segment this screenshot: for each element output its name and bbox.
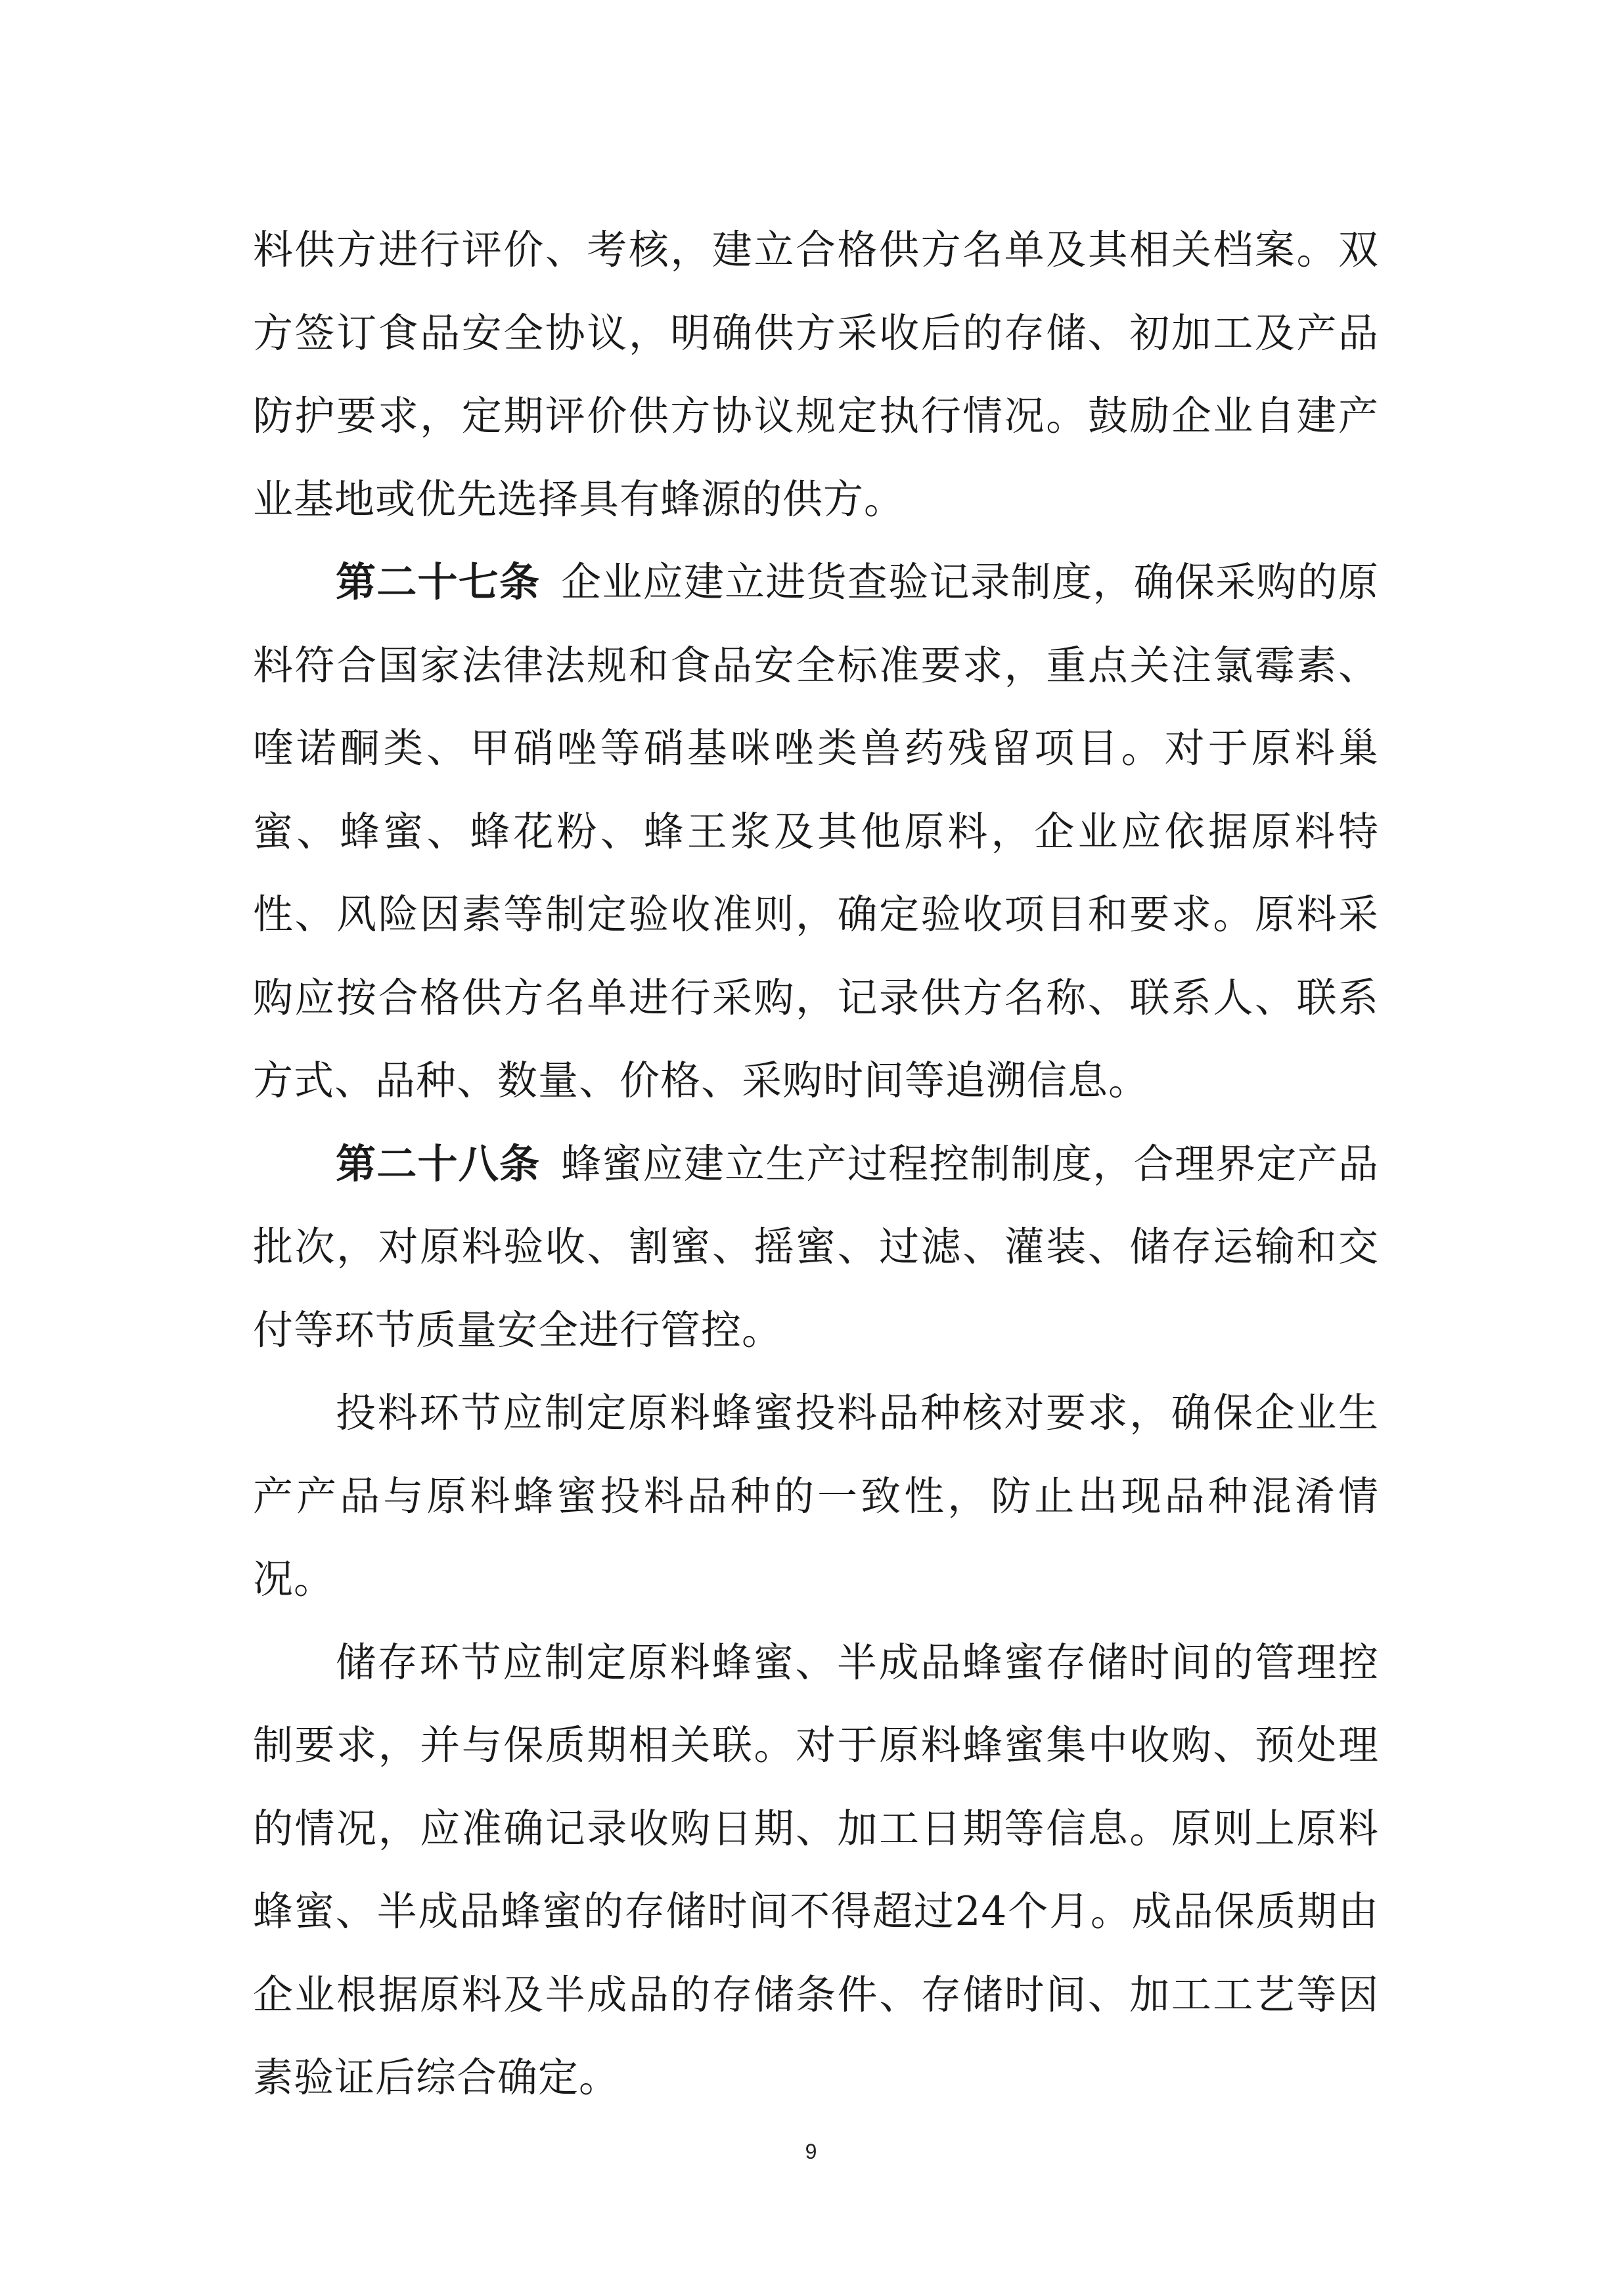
paragraph-feeding-step: [253, 1372, 1379, 1622]
document-body: [253, 209, 1379, 2120]
article-number-27: 第二十七条: [336, 559, 541, 606]
paragraph-text: 企业应建立进货查验记录制度，确保采购的原料符合国家法律法规和食品安全标准要求，重点关注氯霉素、喹诺酮类、甲硝唑等硝基咪唑类兽药残留项目。对于原料巢蜜、蜂蜜、蜂花粉、蜂王浆及其他原料，企业应依据原料特性、风险因素等制定验收准则，确定验收项目和要求。原料采购应按合格供方名单进行采购，记录供方名称、联系人、联系方式、品种、数量、价格、采购时间等追溯信息。: [253, 559, 1379, 1104]
paragraph-text: 蜂蜜应建立生产过程控制制度，合理界定产品批次，对原料验收、割蜜、摇蜜、过滤、灌装、储存运输和交付等环节质量安全进行管控。: [253, 1140, 1379, 1354]
paragraph-supplier-evaluation: [253, 209, 1379, 541]
paragraph-text: 储存环节应制定原料蜂蜜、半成品蜂蜜存储时间的管理控制要求，并与保质期相关联。对于原料蜂蜜集中收购、预处理的情况，应准确记录收购日期、加工日期等信息。原则上原料蜂蜜、半成品蜂蜜的存储时间不得超过24个月。成品保质期由企业根据原料及半成品的存储条件、存储时间、加工工艺等因素验证后综合确定。: [253, 1639, 1379, 2101]
paragraph-storage-step: [253, 1622, 1379, 2120]
paragraph-article-27: [253, 541, 1379, 1123]
page-number: 9: [805, 2140, 817, 2163]
paragraph-text: 投料环节应制定原料蜂蜜投料品种核对要求，确保企业生产产品与原料蜂蜜投料品种的一致性，防止出现品种混淆情况。: [253, 1390, 1379, 1602]
paragraph-article-28: [253, 1123, 1379, 1373]
paragraph-text: 料供方进行评价、考核，建立合格供方名单及其相关档案。双方签订食品安全协议，明确供方采收后的存储、初加工及产品防护要求，定期评价供方协议规定执行情况。鼓励企业自建产业基地或优先选择具有蜂源的供方。: [253, 227, 1379, 523]
article-number-28: 第二十八条: [336, 1140, 541, 1187]
